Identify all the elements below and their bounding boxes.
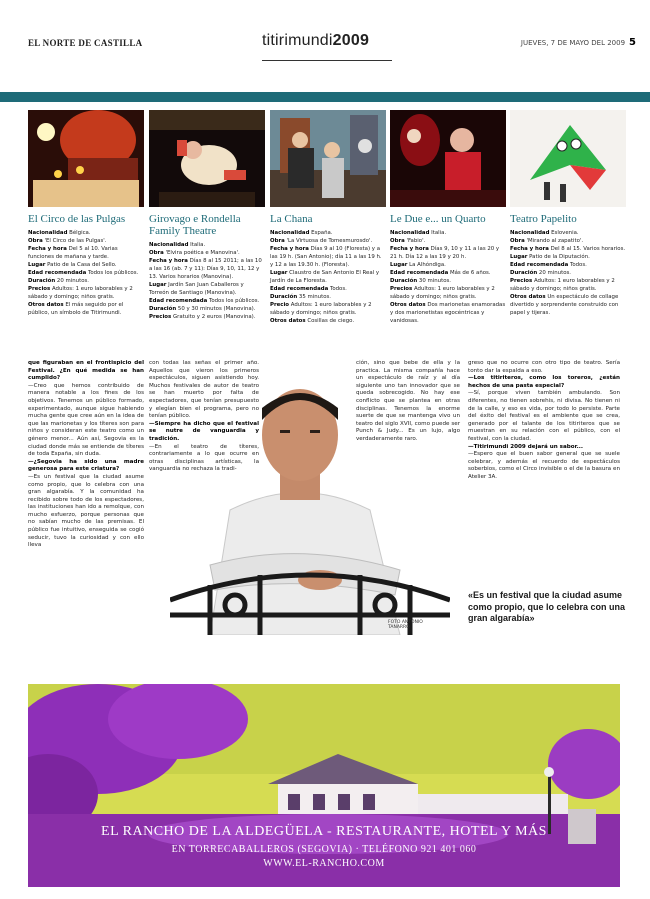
show-title: Le Due e... un Quarto: [390, 213, 486, 225]
show-title: Teatro Papelito: [510, 213, 577, 225]
show-card: [270, 110, 386, 325]
ad-website-link[interactable]: WWW.EL-RANCHO.COM: [263, 858, 385, 869]
section-rule: [262, 60, 392, 61]
show-card: [149, 110, 265, 321]
interview-column: que figuraban en el frontispicio del Festival. ¿En qué medida se han cumplido? —Creo que hemos contribuido de manera notable a los fines de los objetivos. Tenemos un público formado, experimentado, aunque sigue habiendo mucha gente que cree aún en la idea de que las marionetas y los títeres son para niños y consideran este teatro como un género menor... Aún así, Segovia es la ciudad donde más se entiende de títeres de toda España, sin duda. —¿Segovia ha sido una madre generosa para este criatura? —Es un festival que la ciudad asume como propio, que lo celebra con una gran algarabía. Y la comunidad ha recibido sobre todo de los espectadores, las instituciones han ido a remolque, con mucho esfuerzo, porque personas que no sabían mucho de las premisas. El público fue intuitivo, enseguida se cogió seducir, tuvo la curiosidad y con ello lleva: [28, 360, 144, 549]
show-card: [510, 110, 626, 317]
section-band: [0, 92, 650, 102]
show-title: Girovago e Rondella: [149, 213, 241, 225]
section-name: titirimundi: [262, 32, 333, 49]
show-card: [28, 110, 144, 317]
newspaper-name: EL NORTE DE CASTILLA: [28, 38, 143, 48]
date-line: [521, 37, 636, 48]
show-photo: [510, 110, 626, 207]
show-details: Nacionalidad España. Obra 'La Virtuosa de Tomesmurosdo'. Fecha y hora Días 9 al 10 (Floresta) y a las 19 h. (San Antonio); día 11 a las 19 h. y 12 a las 19.30 h. (Floresta). Lugar Claustro de San Antonio El Real y Jardín de La Floresta. Edad recomendada Todos. Duración 35 minutos. Precio Adultos: 1 euro laborables y 2 sábado y domingo; niños gratis. Otros datos Cosillas de ciego.: [270, 230, 382, 324]
issue-date: JUEVES, 7 DE MAYO DEL 2009: [520, 39, 626, 47]
show-photo: [390, 110, 506, 207]
show-details: Nacionalidad Italia. Obra 'Elvira poética e Manovina'. Fecha y hora Días 8 al 15 2011; a las 10 a las 16 (ab. 7 y 11): Días 9, 10, 11, 12 y 13. Varios horarios (Manovina). Lugar Jardín San Juan Caballeros y Torreón de Santiago (Manovina). Edad recomendada Todos los públicos. Duración 50 y 30 minutos (Manovina). Precios Gratuito y 2 euros (Manovina).: [149, 242, 262, 320]
interview-column: ción, sino que bebe de ella y la practica. La misma compañía hace un espectáculo de raíz y al día siguiente uno tan innovador que se queda sobrecogido. No hay ese conflicto que se plantea en otras disciplinas. Tenemos la enorme suerte de que se mantenga vivo un teatro del siglo XVII, como puede ser Punch & Judy... Es un lujo, algo verdaderamente raro.: [356, 360, 460, 442]
show-details: Nacionalidad Eslovenia. Obra 'Mirando al zapatito'. Fecha y hora Del 8 al 15. Varios horarios. Lugar Patio de la Diputación. Edad recomendada Todos. Duración 20 minutos. Precios Adultos: 1 euro laborables y 2 sábado y domingo; niños gratis. Otros datos Un espectáculo de collage divertido y sorprendente construido con papel y tijeras.: [510, 230, 626, 316]
photo-credit: FOTO ANTONIO TANARRO: [388, 620, 423, 630]
show-card: [390, 110, 506, 325]
pull-quote: «Es un festival que la ciudad asume como propio, que lo celebra con una gran algarabía»: [468, 590, 626, 623]
hotel-advertisement[interactable]: [28, 684, 620, 887]
show-photo: [149, 110, 265, 207]
ad-headline: EL RANCHO DE LA ALDEGÜELA - RESTAURANTE, HOTEL Y MÁS: [101, 824, 547, 839]
show-title: El Circo de las Pulgas: [28, 213, 126, 225]
show-details: Nacionalidad Bélgica. Obra 'El Circo de las Pulgas'. Fecha y hora Del 5 al 10. Varias funciones de mañana y tarde. Lugar Patio de la Casa del Sello. Edad recomendada Todos los públicos. Duración 20 minutos. Precios Adultos: 1 euro laborables y 2 sábado y domingo; niños gratis. Otros datos El más seguido por el público, un símbolo de Titirimundi.: [28, 230, 139, 316]
section-year: 2009: [332, 32, 370, 49]
interview-column: con todas las señas el primer año. Aquellos que vieron los primeros espectáculos, siguen asistiendo hoy. Muchos festivales de autor de teatro se han muerto por falta de espectadores, que tenían presupuesto y elegían bien el programa, pero no tenían público. —Siempre ha dicho que el festival se nutre de vanguardia y tradición. —En el teatro de títeres, contrariamente a lo que ocurre en otras disciplinas artísticas, la vanguardia no rechaza la tradi-: [149, 360, 259, 473]
ad-address: EN TORRECABALLEROS (SEGOVIA) · TELÉFONO 921 401 060: [171, 844, 477, 855]
interview-column: greso que no ocurre con otro tipo de teatro. Sería tonto dar la espalda a eso. —Los titiriteros, como los toreros, ¿están hechos de una pasta especial? —Sí, porque viven también ambulando. Son diferentes, no tienen sobrehis, ni divisa. No tienen ni de la calle, y eso es vida, por todo lo persiste. Parte del éxito del festival es el ambiente que se crea, generado por el talante de los titiriteros que se muestran en su relación con el público, con el festival, con la ciudad. —Titirimundi 2009 dejará un sabor... —Espero que el buen sabor general que se suele celebrar, y además el recuerdo de espectáculos soberbios, como el Circo invisible o el de la basura en Atelier 3A.: [468, 360, 620, 480]
show-title: La Chana: [270, 213, 313, 225]
show-photo: [270, 110, 386, 207]
show-details: Nacionalidad Italia. Obra 'Fabio'. Fecha y hora Días 9, 10 y 11 a las 20 y 21 h. Día 12 a las 19 y 20 h. Lugar La Alhóndiga. Edad recomendada Más de 6 años. Duración 30 minutos. Precios Adultos: 1 euro laborables y 2 sábado y domingo; niños gratis. Otros datos Dos marionetas enamoradas y dos marionetistas egocéntricas y vanidosas.: [390, 230, 506, 324]
show-subtitle: Family Theatre: [149, 225, 217, 237]
page-number: 5: [629, 37, 636, 48]
show-photo: [28, 110, 144, 207]
section-title: [262, 32, 369, 50]
